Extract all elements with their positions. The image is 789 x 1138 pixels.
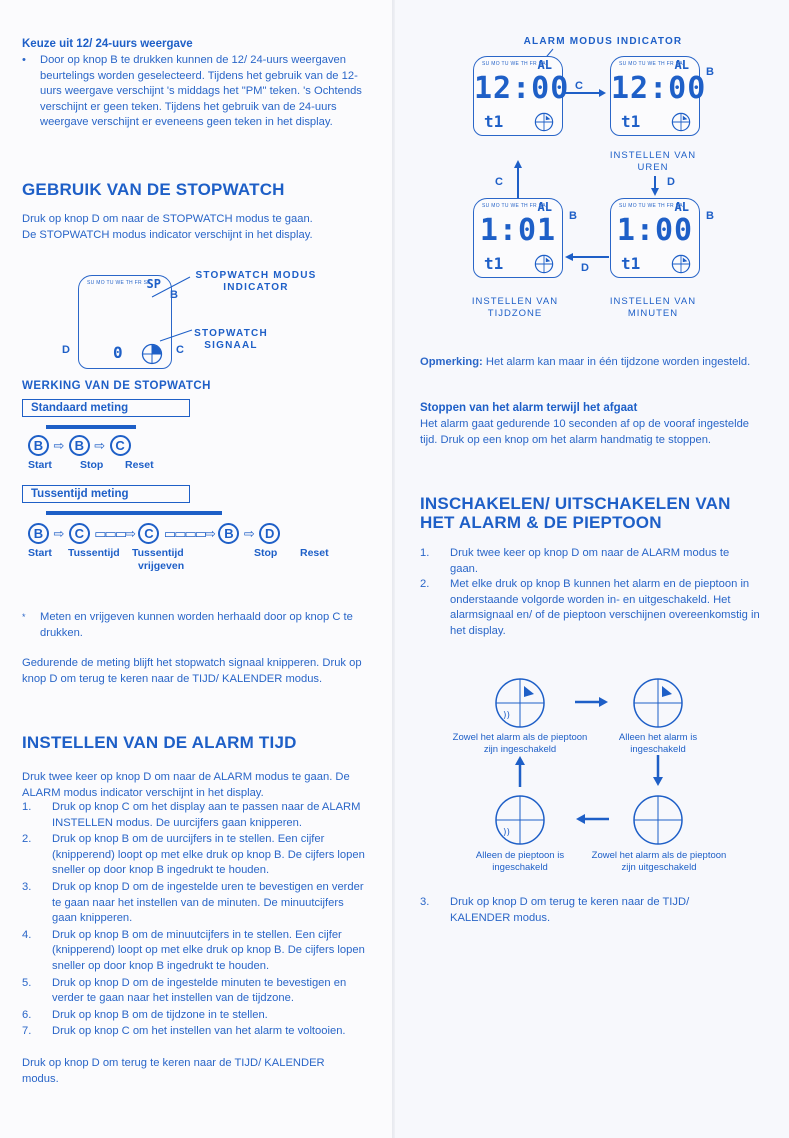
step-text: Met elke druk op knop B kunnen het alarm en de pieptoon in onderstaande volgorde worden in- en uitgeschakeld. Het alarmsignaal en/ of de pieptoon verschijnen overeenkomstig in het display.: [450, 578, 760, 637]
step-text: Druk op knop B om de tijdzone in te stellen.: [52, 1008, 268, 1021]
seq2-key-b2: B: [218, 523, 239, 544]
arrow-icon: ⇨: [53, 526, 65, 541]
lcd-mode-indicator: SP: [146, 277, 161, 291]
seq2-key-b: B: [28, 523, 49, 544]
alarm-time-title: INSTELLEN VAN DE ALARM TIJD: [22, 733, 297, 752]
seq2-key-c2: C: [138, 523, 159, 544]
lcd-time: 12:00: [611, 71, 707, 106]
cap-both-off: Zowel het alarm als de pieptoon zijn uitgeschakeld: [591, 850, 727, 873]
lcd-time: 12:00: [474, 71, 570, 106]
stopwatch-para: Gedurende de meting blijft het stopwatch signaal knipperen. Druk op knop D om terug te keren naar de TIJD/ KALENDER modus.: [22, 657, 362, 685]
onoff-title: INSCHAKELEN/ UITSCHAKELEN VAN HET ALARM & DE PIEPTOON: [420, 494, 731, 532]
arrow-left-icon: [565, 252, 609, 262]
alarm-signal-icon: [671, 112, 691, 132]
arrow-icon: ⇨: [94, 438, 106, 453]
step-item: 2. Met elke druk op knop B kunnen het alarm en de pieptoon in onderstaande volgorde worden in- en uitgeschakeld. Het alarmsignaal en/ of de pieptoon verschijnen overeenkomstig in het display.: [420, 578, 760, 637]
remark: [420, 355, 755, 371]
lcd-mode-indicator: AL: [537, 200, 552, 214]
right-page: [395, 0, 789, 1138]
cap-hours: INSTELLEN VAN UREN: [609, 150, 697, 173]
arrow-up-icon: [513, 160, 523, 198]
lcd-weekday-row: SU MO TU WE TH FR SA: [87, 280, 151, 286]
step-text: Druk op knop D om de ingestelde uren te bevestigen en verder te gaan naar het instellen van de minuten. De minuutcijfers gaan knipperen.: [52, 880, 364, 925]
arrow-left-icon: [575, 814, 609, 824]
arrow-icon: ⇨: [53, 438, 65, 453]
split-sequence: [28, 523, 338, 544]
cap-beep-only: Alleen de pieptoon is ingeschakeld: [475, 850, 565, 873]
remark-text: Het alarm kan maar in één tijdzone worden ingesteld.: [485, 356, 751, 368]
stopwatch-title: GEBRUIK VAN DE STOPWATCH: [22, 180, 285, 199]
dashed-arrow-icon: ▭▭▭▭⇨: [163, 526, 214, 541]
step-item: 5. Druk op knop D om de ingestelde minuten te bevestigen en verder te gaan naar het instellen van de tijdzone.: [22, 976, 347, 1005]
step-item: 4. Druk op knop B om de minuutcijfers in te stellen. Een cijfer (knipperend) loopt op met elke druk op knop B. De cijfers lopen sneller op door knop B ingedrukt te houden.: [22, 928, 365, 972]
key-d-label: D: [62, 344, 70, 356]
alarm-signal-icon: [671, 254, 691, 274]
step-item: 7. Druk op knop C om het instellen van het alarm te voltooien.: [22, 1025, 346, 1038]
seq2-split: Tussentijd: [68, 547, 120, 559]
alarm-lcd-3: [473, 198, 563, 278]
lcd-zone: t1: [484, 112, 504, 131]
key-d-label: D: [667, 176, 675, 188]
lcd-mode-indicator: AL: [674, 58, 689, 72]
dial-alarm-only: [631, 676, 685, 730]
note-mark: *: [22, 612, 26, 622]
lcd-weekday-row: SU MO TU WE TH FR SA: [482, 61, 546, 67]
step-item: 3. Druk op knop D om terug te keren naar de TIJD/ KALENDER modus.: [420, 896, 690, 924]
stopwatch-signal-label: STOPWATCH SIGNAAL: [194, 328, 268, 351]
lcd-zone: t1: [621, 112, 641, 131]
arrow-down-icon: [653, 755, 663, 787]
lcd-time: 1:00: [616, 213, 694, 248]
lcd-mode-indicator: AL: [537, 58, 552, 72]
step-text: Druk op knop D om terug te keren naar de TIJD/ KALENDER modus.: [450, 896, 690, 924]
cap-both-on: Zowel het alarm als de pieptoon zijn ingeschakeld: [452, 732, 588, 755]
onoff-step3: [420, 895, 750, 926]
seq1-key-b: B: [28, 435, 49, 456]
step-item: 1. Druk op knop C om het display aan te passen naar de ALARM INSTELLEN modus. De uurcijfers gaan knipperen.: [22, 801, 361, 829]
alarm-lcd-2: [610, 56, 707, 136]
step-item: 3. Druk op knop D om de ingestelde uren te bevestigen en verder te gaan naar het instellen van de minuten. De minuutcijfers gaan knipperen.: [22, 880, 364, 925]
section-12-24-title: Keuze uit 12/ 24-uurs weergave: [22, 38, 193, 50]
stopwatch-intro: [22, 212, 372, 243]
seq1-key-c: C: [110, 435, 131, 456]
stop-alarm-text: Het alarm gaat gedurende 10 seconden af op de vooraf ingestelde tijd. Druk op een knop om het alarm handmatig te stoppen.: [420, 418, 750, 446]
repeat-note: [22, 610, 362, 641]
cap-alarm-only: Alleen het alarm is ingeschakeld: [618, 732, 698, 755]
section-12-24-text: Door op knop B te drukken kunnen de 12/ 24-uurs weergaven beurtelings worden geselecteerd. Tijdens het gebruik van de 12-uurs weergave verschijnt 's middags het "PM" teken. 's Ochtends verschijnt er geen teken. Tijdens het gebruik van de 24-uurs weergave verschijnt er eveneens geen teken in het display.: [40, 54, 362, 129]
bullet-dot: •: [22, 54, 26, 66]
step-text: Druk op knop B om de uurcijfers in te stellen. Een cijfer (knipperend) loopt op met elke druk op knop B. De cijfers lopen sneller op door knop B ingedrukt te houden.: [52, 833, 365, 877]
arrow-icon: ⇨: [243, 526, 255, 541]
alarm-signal-icon: [534, 112, 554, 132]
lcd-mode-indicator: AL: [674, 200, 689, 214]
lcd-weekday-row: SU MO TU WE TH FR SA: [482, 203, 546, 209]
standard-measure-bar: [46, 425, 136, 429]
step-item: 2. Druk op knop B om de uurcijfers in te stellen. Een cijfer (knipperend) loopt op met elke druk op knop B. De cijfers lopen sneller op door knop B ingedrukt te houden.: [22, 833, 365, 877]
key-b-label: B: [569, 210, 577, 222]
stopwatch-operation-title: WERKING VAN DE STOPWATCH: [22, 380, 211, 392]
step-text: Druk op knop C om het instellen van het alarm te voltooien.: [52, 1025, 346, 1038]
cap-zone: INSTELLEN VAN TIJDZONE: [471, 296, 559, 319]
left-page: [0, 0, 394, 1138]
alarm-lcd-1: [473, 56, 570, 136]
section-12-24-body: [22, 53, 362, 131]
lcd-zone: t1: [621, 254, 641, 273]
svg-text:)): )): [503, 711, 511, 721]
repeat-note-text: Meten en vrijgeven kunnen worden herhaald door op knop C te drukken.: [40, 611, 353, 639]
step-text: Druk op knop C om het display aan te passen naar de ALARM INSTELLEN modus. De uurcijfers gaan knipperen.: [52, 801, 361, 829]
seq2-start: Start: [28, 547, 52, 559]
remark-label: Opmerking:: [420, 356, 483, 368]
key-c-label: C: [176, 344, 184, 356]
step-text: Druk op knop B om de minuutcijfers in te stellen. Een cijfer (knipperend) loopt op met elke druk op knop B. De cijfers lopen sneller op door knop B ingedrukt te houden.: [52, 928, 365, 972]
seq2-stop: Stop: [254, 547, 278, 559]
lcd-digit: 0: [113, 343, 123, 362]
seq1-reset: Reset: [125, 459, 154, 471]
onoff-steps: [420, 546, 760, 640]
stop-alarm-title: Stoppen van het alarm terwijl het afgaat: [420, 402, 638, 414]
alarm-lcd-4: [610, 198, 700, 278]
lcd-zone: t1: [484, 254, 504, 273]
standard-measure-box: Standaard meting: [22, 399, 190, 417]
arrow-up-icon: [515, 755, 525, 787]
alarm-time-intro: Druk twee keer op knop D om naar de ALARM modus te gaan. De ALARM modus indicator verschijnt in het display.: [22, 771, 350, 799]
alarm-signal-icon: [534, 254, 554, 274]
dial-beep-only: [493, 793, 547, 847]
stopwatch-intro-line2: De STOPWATCH modus indicator verschijnt in het display.: [22, 228, 313, 241]
alarm-time-steps: [22, 800, 367, 1041]
dial-all-off: [631, 793, 685, 847]
stopwatch-signal-icon: [141, 343, 163, 365]
seq1-start: Start: [28, 459, 52, 471]
seq2-reset: Reset: [300, 547, 329, 559]
alarm-time-outro: Druk op knop D om terug te keren naar de TIJD/ KALENDER modus.: [22, 1057, 325, 1085]
step-text: Druk op knop D om de ingestelde minuten te bevestigen en verder te gaan naar het instellen van de tijdzone.: [52, 976, 347, 1005]
dial-alarm-beep-on: [493, 676, 547, 730]
long-arrow-icon: ▭▭▭⇨: [94, 526, 135, 541]
lcd-weekday-row: SU MO TU WE TH FR SA: [619, 61, 683, 67]
seq1-key-b2: B: [69, 435, 90, 456]
arrow-right-icon: [563, 88, 607, 98]
seq1-stop: Stop: [80, 459, 104, 471]
key-b-label: B: [706, 66, 714, 78]
seq2-split-release: Tussentijd: [132, 547, 184, 559]
step-text: Druk twee keer op knop D om naar de ALARM modus te gaan.: [450, 547, 730, 575]
key-b-label: B: [706, 210, 714, 222]
seq2-key-d: D: [259, 523, 280, 544]
seq2-release-sub: vrijgeven: [138, 560, 185, 572]
step-item: 6. Druk op knop B om de tijdzone in te stellen.: [22, 1008, 268, 1021]
key-c-label: C: [495, 176, 503, 188]
standard-sequence: [28, 435, 178, 456]
lcd-weekday-row: SU MO TU WE TH FR SA: [619, 203, 683, 209]
key-c-label: C: [575, 80, 583, 92]
arrow-down-icon: [650, 176, 660, 196]
seq2-key-c: C: [69, 523, 90, 544]
cap-minutes: INSTELLEN VAN MINUTEN: [609, 296, 697, 319]
svg-text:)): )): [503, 828, 511, 838]
lcd-time: 1:01: [479, 213, 557, 248]
stopwatch-intro-line1: Druk op knop D om naar de STOPWATCH modus te gaan.: [22, 213, 313, 225]
split-measure-box: Tussentijd meting: [22, 485, 190, 503]
arrow-right-icon: [575, 697, 609, 707]
step-item: 1. Druk twee keer op knop D om naar de ALARM modus te gaan.: [420, 547, 730, 575]
alarm-mode-indicator-label: ALARM MODUS INDICATOR: [523, 36, 683, 47]
stopwatch-mode-indicator-label: STOPWATCH MODUS INDICATOR: [195, 270, 317, 293]
key-b-label: B: [170, 289, 178, 301]
key-d-label: D: [581, 262, 589, 274]
split-measure-bar: [46, 511, 222, 515]
